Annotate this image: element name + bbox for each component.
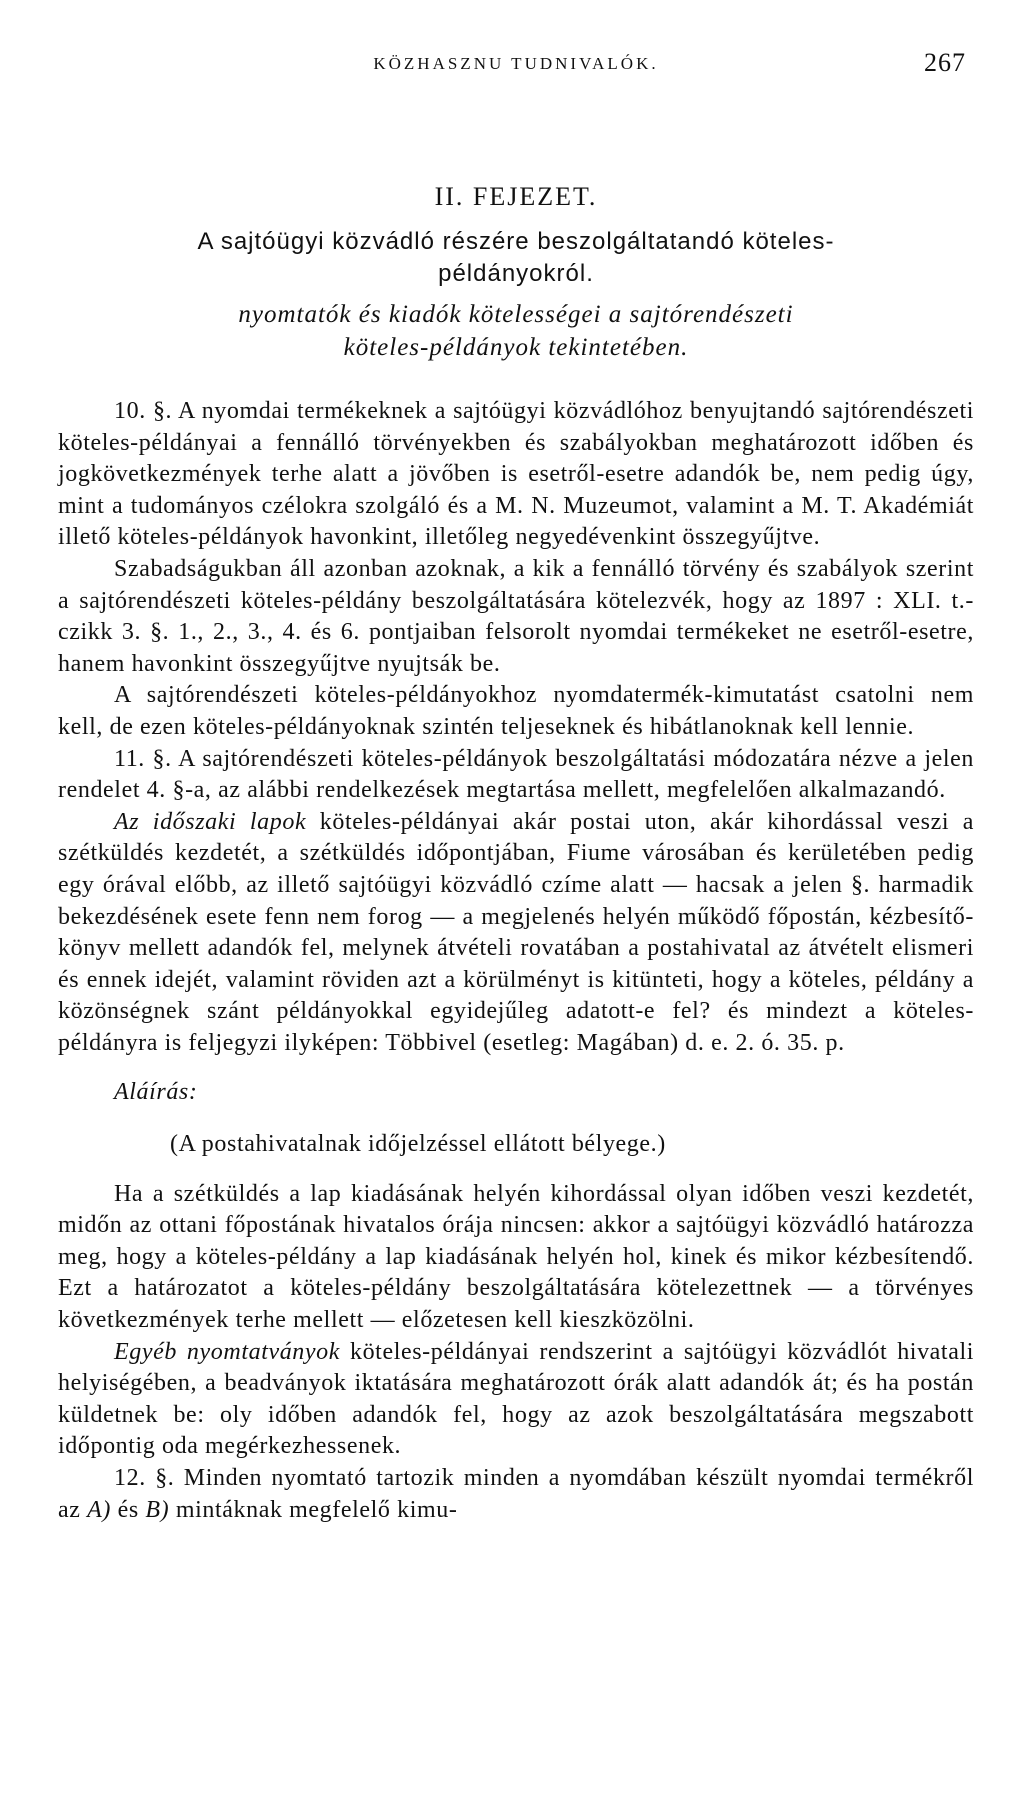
- paragraph-optional-monthly: Szabadságukban áll azonban azoknak, a kik a fennálló törvény és szabályok szerint a sajtórendészeti köteles-példány beszolgáltatására kötelezvék, hogy az 1897 : XLI. t.-czikk 3. §. 1., 2., 3., 4. és 6. pontjaiban felsorolt nyomdai termékeket ne esetről-esetre, hanem havonkint összegyűjtve nyujtsák be.: [58, 555, 974, 677]
- paragraph-delivery-hours: Ha a szétküldés a lap kiadásának helyén kihordással olyan időben veszi kezdetét, midőn az ottani főpostának hivatalos órája nincsen: akkor a sajtóügyi közvádló határozza meg, hogy a köteles-példány a lap kiadásának helyén hol, kinek és mikor kézbesítendő. Ezt a határozatot a köteles-példány beszolgáltatására kötelezettnek — a törvényes következmények terhe mellett — előzetesen kell kieszközölni.: [58, 1180, 974, 1334]
- other-prints-text: köteles-példányai rendszerint a sajtóügyi közvádlót hivatali helyiségében, a beadványok iktatására meghatározott órák alatt adandók át; és ha postán küldetnek be: oly időben adandók fel, hogy az azok beszolgáltatására megszabott időpontig oda megérkezhessenek.: [58, 1338, 974, 1460]
- paragraph-12: [58, 1463, 974, 1526]
- document-page: [58, 44, 974, 1526]
- stamp-note: (A postahivatalnak időjelzéssel ellátott bélyege.): [170, 1131, 666, 1158]
- page-number: 267: [924, 48, 966, 77]
- sample-a-ref: A): [87, 1496, 111, 1523]
- paragraph-10: 10. §. A nyomdai termékeknek a sajtóügyi közvádlóhoz benyujtandó sajtórendészeti köteles-példányai a fennálló törvényekben és szabályokban meghatározott időben és jogkövetkezmények terhe alatt a jövőben is esetről-esetre adandók be, nem pedig úgy, mint a tudományos czélokra szolgáló és a M. N. Muzeumot, valamint a M. T. Akadémiát illető köteles-példányok havonkint, illetőleg negyedévenkint összegyűjtve.: [58, 398, 974, 551]
- paragraph-12-part-c: mintáknak megfelelő kimu-: [169, 1496, 458, 1523]
- chapter-heading-line-2: példányokról.: [438, 260, 594, 287]
- periodicals-lead: Az időszaki lapok: [114, 808, 307, 835]
- sample-b-ref: B): [145, 1496, 170, 1523]
- paragraph-11: 11. §. A sajtórendészeti köteles-példányok beszolgáltatási módozatára nézve a jelen rendelet 4. §-a, az alábbi rendelkezések megtartása mellett, megfelelően alkalmazandó.: [58, 745, 974, 804]
- chapter-title: II. FEJEZET.: [434, 182, 598, 211]
- running-header: [58, 44, 974, 80]
- paragraph-periodicals: [58, 807, 974, 1060]
- chapter-heading: [58, 226, 974, 290]
- chapter-heading-line-1: A sajtóügyi közvádló részére beszolgáltatandó köteles-: [197, 228, 835, 255]
- section-subheading: [58, 298, 974, 364]
- periodicals-text: köteles-példányai akár postai uton, akár kihordással veszi a szétküldés kezdetét, a szétküldés időpontjában, Fiume városában és kerületében pedig egy órával előbb, az illető sajtóügyi közvádló czíme alatt — hacsak a jelen §. harmadik bekezdésének esete fenn nem forog — a megjelenés helyén működő főpostán, kézbesítő-könyv mellett adandók fel, melynek átvételi rovatában a postahivatal az átvételt elismeri és ennek idejét, valamint röviden azt a körülményt is kitünteti, hogy a köteles, példány a közönségnek szánt példányokkal egyidejűleg adatott-e fel? és mindezt a köteles-példányra is feljegyzi ilyképen: Többivel (esetleg: Magában) d. e. 2. ó. 35. p.: [58, 808, 974, 1056]
- signature-label: Aláírás:: [114, 1079, 198, 1106]
- paragraph-no-inventory: A sajtórendészeti köteles-példányokhoz nyomdatermék-kimutatást csatolni nem kell, de ezen köteles-példányoknak szintén teljeseknek és hibátlanoknak kell lennie.: [58, 682, 974, 740]
- section-subheading-line-2: köteles-példányok tekintetében.: [343, 334, 689, 361]
- running-title: KÖZHASZNU TUDNIVALÓK.: [373, 54, 659, 73]
- paragraph-12-part-b: és: [110, 1496, 146, 1523]
- section-subheading-line-1: nyomtatók és kiadók kötelességei a sajtórendészeti: [238, 301, 794, 328]
- body-text: [58, 396, 974, 1526]
- paragraph-12-part-a: 12. §. Minden nyomtató tartozik minden a nyomdában készült nyomdai termékről az: [58, 1465, 974, 1523]
- other-prints-lead: Egyéb nyomtatványok: [114, 1338, 341, 1365]
- paragraph-other-prints: [58, 1337, 974, 1463]
